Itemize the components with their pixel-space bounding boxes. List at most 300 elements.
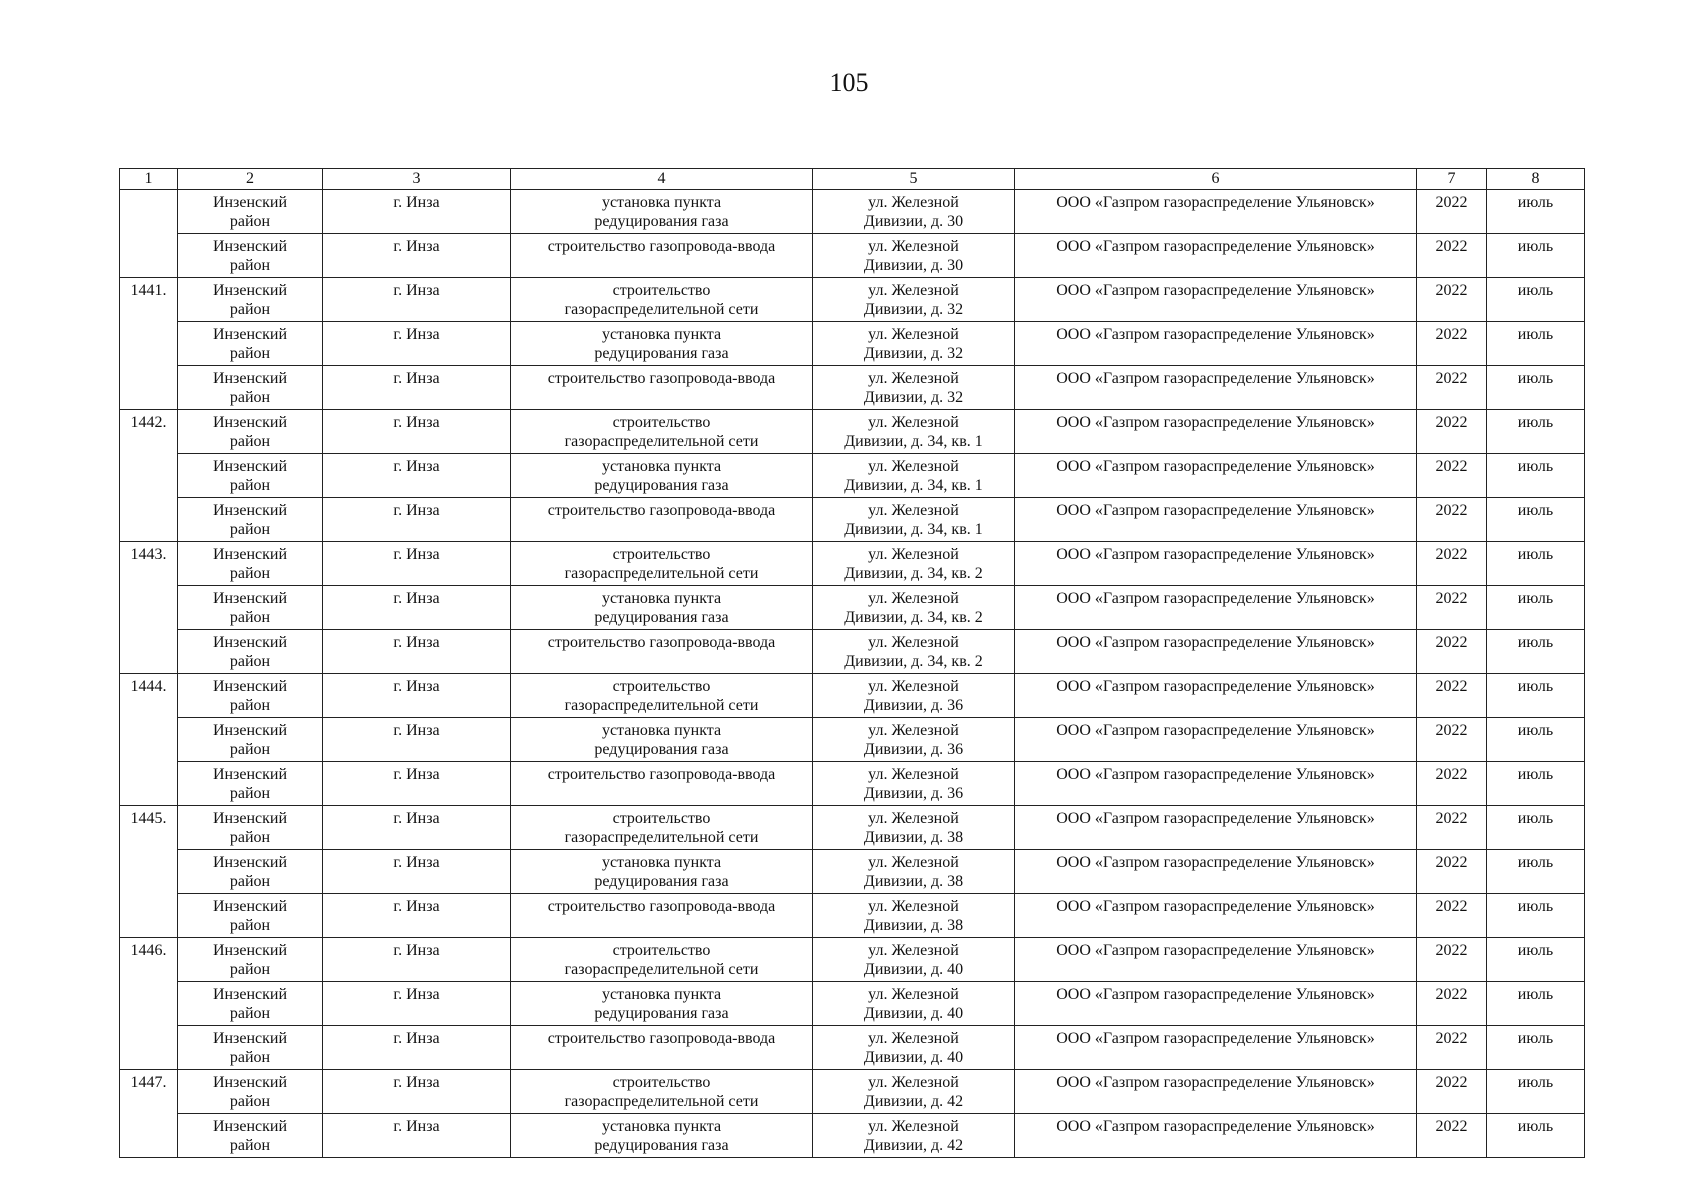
district-line: Инзенский — [212, 458, 288, 475]
month-cell: июль — [1487, 586, 1585, 630]
year-cell: 2022 — [1417, 322, 1487, 366]
locality-cell: г. Инза — [323, 234, 511, 278]
work-line: строительство — [612, 414, 711, 431]
month-cell: июль — [1487, 322, 1585, 366]
address-cell — [813, 410, 1015, 454]
year-cell: 2022 — [1417, 234, 1487, 278]
district-cell — [178, 938, 323, 982]
work-line: редуцирования газа — [594, 213, 729, 230]
locality-cell: г. Инза — [323, 1026, 511, 1070]
organization-cell: ООО «Газпром газораспределение Ульяновск» — [1015, 806, 1417, 850]
work-line: строительство газопровода-ввода — [547, 1030, 776, 1047]
address-line: Дивизии, д. 30 — [863, 257, 964, 274]
work-cell — [511, 498, 813, 542]
work-line: строительство — [612, 678, 711, 695]
table-row — [120, 454, 1585, 498]
row-number-cell: 1441. — [120, 278, 178, 410]
address-line: ул. Железной — [868, 1030, 959, 1047]
column-header: 2 — [178, 169, 323, 190]
work-line: редуцирования газа — [594, 1005, 729, 1022]
district-cell — [178, 498, 323, 542]
month-cell: июль — [1487, 542, 1585, 586]
address-line: ул. Железной — [868, 502, 959, 519]
address-line: ул. Железной — [868, 942, 959, 959]
address-line: ул. Железной — [868, 414, 959, 431]
organization-cell: ООО «Газпром газораспределение Ульяновск» — [1015, 1070, 1417, 1114]
locality-cell: г. Инза — [323, 366, 511, 410]
work-cell — [511, 454, 813, 498]
column-header: 7 — [1417, 169, 1487, 190]
work-line: редуцирования газа — [594, 345, 729, 362]
address-cell — [813, 1114, 1015, 1158]
table-row — [120, 366, 1585, 410]
address-line: ул. Железной — [868, 194, 959, 211]
row-number-cell: 1443. — [120, 542, 178, 674]
district-line: Инзенский — [212, 370, 288, 387]
district-line: Инзенский — [212, 546, 288, 563]
address-line: Дивизии, д. 36 — [863, 741, 964, 758]
work-line: установка пункта — [601, 854, 722, 871]
district-cell — [178, 1026, 323, 1070]
locality-cell: г. Инза — [323, 674, 511, 718]
year-cell: 2022 — [1417, 498, 1487, 542]
month-cell: июль — [1487, 894, 1585, 938]
district-line: Инзенский — [212, 942, 288, 959]
row-number-cell: 1444. — [120, 674, 178, 806]
year-cell: 2022 — [1417, 762, 1487, 806]
address-line: ул. Железной — [868, 458, 959, 475]
month-cell: июль — [1487, 410, 1585, 454]
address-line: ул. Железной — [868, 238, 959, 255]
organization-cell: ООО «Газпром газораспределение Ульяновск» — [1015, 410, 1417, 454]
month-cell: июль — [1487, 850, 1585, 894]
locality-cell: г. Инза — [323, 850, 511, 894]
address-line: ул. Железной — [868, 722, 959, 739]
district-line: Инзенский — [212, 898, 288, 915]
work-cell — [511, 410, 813, 454]
column-header: 3 — [323, 169, 511, 190]
address-line: ул. Железной — [868, 986, 959, 1003]
address-cell — [813, 938, 1015, 982]
district-line: Инзенский — [212, 590, 288, 607]
organization-cell: ООО «Газпром газораспределение Ульяновск» — [1015, 674, 1417, 718]
organization-cell: ООО «Газпром газораспределение Ульяновск» — [1015, 322, 1417, 366]
work-line: установка пункта — [601, 986, 722, 1003]
district-line: район — [229, 1137, 271, 1154]
month-cell: июль — [1487, 674, 1585, 718]
address-cell — [813, 366, 1015, 410]
district-line: Инзенский — [212, 1030, 288, 1047]
year-cell: 2022 — [1417, 454, 1487, 498]
year-cell: 2022 — [1417, 850, 1487, 894]
page-number: 105 — [829, 68, 869, 97]
table-row — [120, 630, 1585, 674]
district-line: Инзенский — [212, 238, 288, 255]
year-cell: 2022 — [1417, 1114, 1487, 1158]
table-row — [120, 190, 1585, 234]
month-cell: июль — [1487, 454, 1585, 498]
organization-cell: ООО «Газпром газораспределение Ульяновск» — [1015, 1114, 1417, 1158]
address-cell — [813, 806, 1015, 850]
district-line: Инзенский — [212, 194, 288, 211]
locality-cell: г. Инза — [323, 938, 511, 982]
work-cell — [511, 982, 813, 1026]
year-cell: 2022 — [1417, 718, 1487, 762]
address-line: Дивизии, д. 34, кв. 2 — [844, 609, 983, 626]
district-cell — [178, 630, 323, 674]
address-cell — [813, 586, 1015, 630]
work-line: газораспределительной сети — [564, 565, 759, 582]
work-line: строительство — [612, 1074, 711, 1091]
address-line: ул. Железной — [868, 326, 959, 343]
work-line: строительство газопровода-ввода — [547, 898, 776, 915]
column-header: 4 — [511, 169, 813, 190]
address-line: Дивизии, д. 38 — [863, 917, 964, 934]
address-line: Дивизии, д. 34, кв. 2 — [844, 565, 983, 582]
address-cell — [813, 454, 1015, 498]
address-line: ул. Железной — [868, 634, 959, 651]
work-line: установка пункта — [601, 722, 722, 739]
district-cell — [178, 1114, 323, 1158]
address-line: Дивизии, д. 38 — [863, 873, 964, 890]
organization-cell: ООО «Газпром газораспределение Ульяновск» — [1015, 498, 1417, 542]
table-row — [120, 718, 1585, 762]
year-cell: 2022 — [1417, 630, 1487, 674]
year-cell: 2022 — [1417, 586, 1487, 630]
address-line: ул. Железной — [868, 854, 959, 871]
work-cell — [511, 718, 813, 762]
address-line: Дивизии, д. 42 — [863, 1137, 964, 1154]
year-cell: 2022 — [1417, 542, 1487, 586]
column-header: 5 — [813, 169, 1015, 190]
month-cell: июль — [1487, 498, 1585, 542]
district-cell — [178, 894, 323, 938]
work-line: строительство газопровода-ввода — [547, 766, 776, 783]
district-cell — [178, 542, 323, 586]
district-cell — [178, 322, 323, 366]
district-line: район — [229, 741, 271, 758]
work-cell — [511, 630, 813, 674]
work-line: установка пункта — [601, 326, 722, 343]
year-cell: 2022 — [1417, 278, 1487, 322]
work-line: установка пункта — [601, 458, 722, 475]
work-cell — [511, 1026, 813, 1070]
row-number-cell: 1447. — [120, 1070, 178, 1158]
locality-cell: г. Инза — [323, 410, 511, 454]
work-cell — [511, 806, 813, 850]
year-cell: 2022 — [1417, 806, 1487, 850]
work-line: строительство — [612, 810, 711, 827]
table-row — [120, 938, 1585, 982]
table-row — [120, 1114, 1585, 1158]
table-header-row — [120, 169, 1585, 190]
year-cell: 2022 — [1417, 366, 1487, 410]
table-row — [120, 1026, 1585, 1070]
work-cell — [511, 322, 813, 366]
organization-cell: ООО «Газпром газораспределение Ульяновск» — [1015, 718, 1417, 762]
month-cell: июль — [1487, 938, 1585, 982]
district-line: район — [229, 565, 271, 582]
district-line: район — [229, 477, 271, 494]
address-cell — [813, 982, 1015, 1026]
district-line: район — [229, 521, 271, 538]
month-cell: июль — [1487, 278, 1585, 322]
address-line: Дивизии, д. 32 — [863, 345, 964, 362]
year-cell: 2022 — [1417, 1070, 1487, 1114]
table-row — [120, 806, 1585, 850]
locality-cell: г. Инза — [323, 762, 511, 806]
locality-cell: г. Инза — [323, 498, 511, 542]
month-cell: июль — [1487, 366, 1585, 410]
locality-cell: г. Инза — [323, 278, 511, 322]
address-line: ул. Железной — [868, 1074, 959, 1091]
address-line: Дивизии, д. 40 — [863, 1005, 964, 1022]
address-line: Дивизии, д. 36 — [863, 697, 964, 714]
address-line: Дивизии, д. 30 — [863, 213, 964, 230]
district-cell — [178, 1070, 323, 1114]
work-cell — [511, 542, 813, 586]
address-cell — [813, 894, 1015, 938]
address-line: Дивизии, д. 34, кв. 2 — [844, 653, 983, 670]
work-cell — [511, 1114, 813, 1158]
district-cell — [178, 278, 323, 322]
organization-cell: ООО «Газпром газораспределение Ульяновск» — [1015, 630, 1417, 674]
locality-cell: г. Инза — [323, 982, 511, 1026]
table-row — [120, 1070, 1585, 1114]
locality-cell: г. Инза — [323, 718, 511, 762]
address-cell — [813, 630, 1015, 674]
address-cell — [813, 498, 1015, 542]
work-line: редуцирования газа — [594, 609, 729, 626]
district-line: район — [229, 609, 271, 626]
work-line: редуцирования газа — [594, 477, 729, 494]
address-line: Дивизии, д. 42 — [863, 1093, 964, 1110]
table-row — [120, 322, 1585, 366]
district-cell — [178, 366, 323, 410]
district-line: район — [229, 785, 271, 802]
locality-cell: г. Инза — [323, 630, 511, 674]
organization-cell: ООО «Газпром газораспределение Ульяновск» — [1015, 586, 1417, 630]
organization-cell: ООО «Газпром газораспределение Ульяновск» — [1015, 454, 1417, 498]
district-line: Инзенский — [212, 634, 288, 651]
year-cell: 2022 — [1417, 894, 1487, 938]
month-cell: июль — [1487, 806, 1585, 850]
address-line: ул. Железной — [868, 766, 959, 783]
work-cell — [511, 762, 813, 806]
table-row — [120, 762, 1585, 806]
district-cell — [178, 454, 323, 498]
district-line: Инзенский — [212, 1118, 288, 1135]
district-line: район — [229, 1093, 271, 1110]
address-cell — [813, 190, 1015, 234]
row-number-cell: 1446. — [120, 938, 178, 1070]
column-header: 8 — [1487, 169, 1585, 190]
district-line: район — [229, 697, 271, 714]
address-cell — [813, 278, 1015, 322]
locality-cell: г. Инза — [323, 1070, 511, 1114]
work-line: газораспределительной сети — [564, 301, 759, 318]
work-line: редуцирования газа — [594, 1137, 729, 1154]
table-row — [120, 234, 1585, 278]
district-line: район — [229, 829, 271, 846]
address-cell — [813, 322, 1015, 366]
district-line: район — [229, 1049, 271, 1066]
district-line: район — [229, 213, 271, 230]
organization-cell: ООО «Газпром газораспределение Ульяновск» — [1015, 190, 1417, 234]
work-cell — [511, 674, 813, 718]
row-number-cell — [120, 190, 178, 278]
work-line: строительство — [612, 942, 711, 959]
work-line: строительство газопровода-ввода — [547, 370, 776, 387]
address-line: Дивизии, д. 34, кв. 1 — [844, 433, 983, 450]
month-cell: июль — [1487, 630, 1585, 674]
work-cell — [511, 366, 813, 410]
district-line: район — [229, 917, 271, 934]
address-line: ул. Железной — [868, 370, 959, 387]
district-line: Инзенский — [212, 502, 288, 519]
district-line: Инзенский — [212, 282, 288, 299]
work-line: строительство газопровода-ввода — [547, 502, 776, 519]
work-line: установка пункта — [601, 1118, 722, 1135]
locality-cell: г. Инза — [323, 542, 511, 586]
address-line: ул. Железной — [868, 1118, 959, 1135]
table-row — [120, 850, 1585, 894]
district-cell — [178, 850, 323, 894]
row-number-cell: 1442. — [120, 410, 178, 542]
work-line: редуцирования газа — [594, 741, 729, 758]
district-cell — [178, 190, 323, 234]
month-cell: июль — [1487, 1070, 1585, 1114]
address-line: ул. Железной — [868, 546, 959, 563]
column-header: 1 — [120, 169, 178, 190]
work-cell — [511, 278, 813, 322]
district-cell — [178, 806, 323, 850]
organization-cell: ООО «Газпром газораспределение Ульяновск» — [1015, 894, 1417, 938]
table-row — [120, 542, 1585, 586]
locality-cell: г. Инза — [323, 586, 511, 630]
work-cell — [511, 894, 813, 938]
address-line: Дивизии, д. 32 — [863, 389, 964, 406]
district-cell — [178, 234, 323, 278]
locality-cell: г. Инза — [323, 190, 511, 234]
address-cell — [813, 234, 1015, 278]
district-line: Инзенский — [212, 722, 288, 739]
address-cell — [813, 762, 1015, 806]
work-cell — [511, 1070, 813, 1114]
district-line: Инзенский — [212, 414, 288, 431]
address-line: Дивизии, д. 40 — [863, 1049, 964, 1066]
table-row — [120, 498, 1585, 542]
table-row — [120, 982, 1585, 1026]
month-cell: июль — [1487, 1114, 1585, 1158]
district-cell — [178, 718, 323, 762]
district-line: район — [229, 433, 271, 450]
district-line: район — [229, 1005, 271, 1022]
district-line: Инзенский — [212, 326, 288, 343]
address-cell — [813, 718, 1015, 762]
district-line: район — [229, 653, 271, 670]
work-line: редуцирования газа — [594, 873, 729, 890]
address-line: Дивизии, д. 40 — [863, 961, 964, 978]
table-row — [120, 674, 1585, 718]
district-line: Инзенский — [212, 678, 288, 695]
year-cell: 2022 — [1417, 1026, 1487, 1070]
district-line: район — [229, 301, 271, 318]
organization-cell: ООО «Газпром газораспределение Ульяновск» — [1015, 366, 1417, 410]
work-line: газораспределительной сети — [564, 961, 759, 978]
locality-cell: г. Инза — [323, 454, 511, 498]
organization-cell: ООО «Газпром газораспределение Ульяновск» — [1015, 234, 1417, 278]
table-row — [120, 410, 1585, 454]
year-cell: 2022 — [1417, 674, 1487, 718]
work-cell — [511, 190, 813, 234]
address-line: ул. Железной — [868, 590, 959, 607]
month-cell: июль — [1487, 234, 1585, 278]
work-line: газораспределительной сети — [564, 829, 759, 846]
district-line: район — [229, 873, 271, 890]
work-line: строительство газопровода-ввода — [547, 634, 776, 651]
district-line: район — [229, 257, 271, 274]
locality-cell: г. Инза — [323, 806, 511, 850]
month-cell: июль — [1487, 982, 1585, 1026]
organization-cell: ООО «Газпром газораспределение Ульяновск» — [1015, 938, 1417, 982]
row-number-cell: 1445. — [120, 806, 178, 938]
district-cell — [178, 586, 323, 630]
year-cell: 2022 — [1417, 410, 1487, 454]
work-line: газораспределительной сети — [564, 433, 759, 450]
work-line: установка пункта — [601, 194, 722, 211]
district-line: район — [229, 389, 271, 406]
year-cell: 2022 — [1417, 190, 1487, 234]
address-line: ул. Железной — [868, 810, 959, 827]
address-line: Дивизии, д. 38 — [863, 829, 964, 846]
district-cell — [178, 982, 323, 1026]
month-cell: июль — [1487, 762, 1585, 806]
district-cell — [178, 674, 323, 718]
organization-cell: ООО «Газпром газораспределение Ульяновск» — [1015, 542, 1417, 586]
district-cell — [178, 762, 323, 806]
address-line: Дивизии, д. 34, кв. 1 — [844, 477, 983, 494]
district-line: район — [229, 345, 271, 362]
address-line: ул. Железной — [868, 898, 959, 915]
work-line: установка пункта — [601, 590, 722, 607]
work-line: газораспределительной сети — [564, 697, 759, 714]
work-line: строительство — [612, 546, 711, 563]
works-table — [119, 168, 1585, 1158]
organization-cell: ООО «Газпром газораспределение Ульяновск» — [1015, 1026, 1417, 1070]
address-line: Дивизии, д. 36 — [863, 785, 964, 802]
address-line: Дивизии, д. 34, кв. 1 — [844, 521, 983, 538]
address-cell — [813, 542, 1015, 586]
table-body — [120, 190, 1585, 1158]
district-line: район — [229, 961, 271, 978]
district-line: Инзенский — [212, 766, 288, 783]
work-line: строительство газопровода-ввода — [547, 238, 776, 255]
year-cell: 2022 — [1417, 938, 1487, 982]
address-cell — [813, 850, 1015, 894]
work-line: газораспределительной сети — [564, 1093, 759, 1110]
address-cell — [813, 1070, 1015, 1114]
table-row — [120, 894, 1585, 938]
work-cell — [511, 234, 813, 278]
locality-cell: г. Инза — [323, 322, 511, 366]
district-cell — [178, 410, 323, 454]
month-cell: июль — [1487, 1026, 1585, 1070]
district-line: Инзенский — [212, 810, 288, 827]
organization-cell: ООО «Газпром газораспределение Ульяновск» — [1015, 762, 1417, 806]
locality-cell: г. Инза — [323, 1114, 511, 1158]
table-row — [120, 278, 1585, 322]
